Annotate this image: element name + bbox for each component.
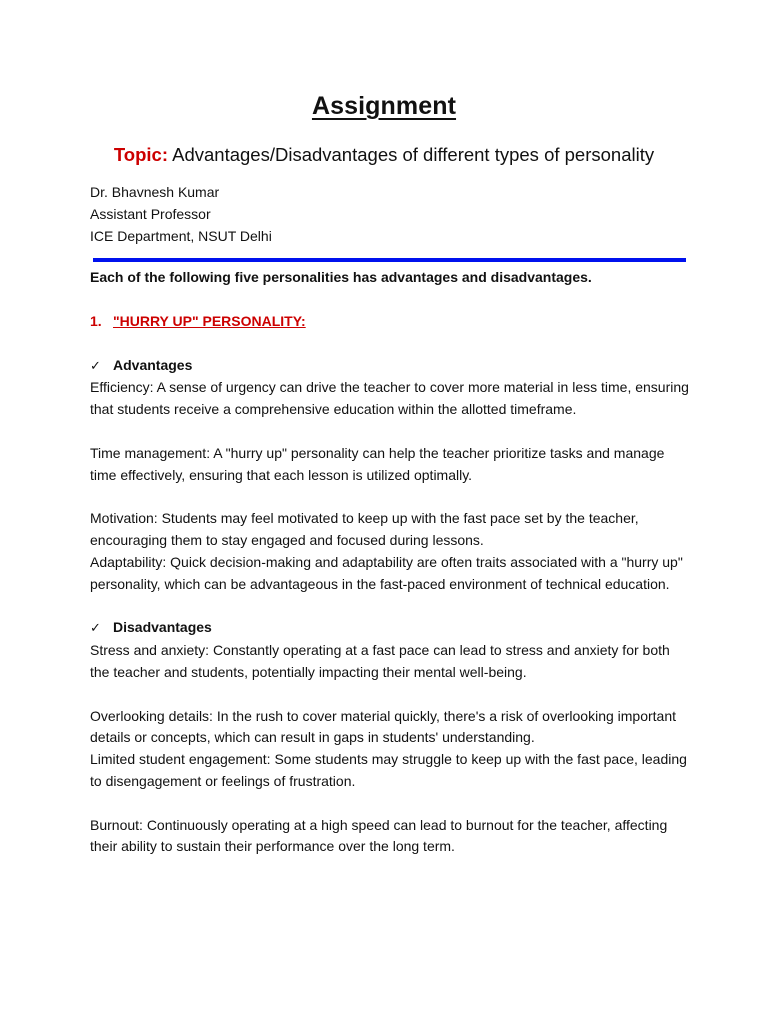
topic-line xyxy=(0,144,768,166)
author-department: ICE Department, NSUT Delhi xyxy=(90,228,272,244)
advantage-item-efficiency: Efficiency: A sense of urgency can drive the teacher to cover more material in less time, ensuring that students receive a comprehensive education within the allotted timeframe. xyxy=(90,379,689,418)
advantage-item-adaptability: Adaptability: Quick decision-making and adaptability are often traits associated with a "hurry up" personality, which can be advantageous in the fast-paced environment of technical education. xyxy=(90,553,683,592)
author-position: Assistant Professor xyxy=(90,206,211,222)
section-heading xyxy=(90,311,690,333)
advantages-label: Advantages xyxy=(113,356,193,373)
disadvantage-item-limited-engagement: Limited student engagement: Some students may struggle to keep up with the fast pace, leading to disengagement or feelings of frustration. xyxy=(90,751,687,789)
advantage-item-motivation: Motivation: Students may feel motivated to keep up with the fast pace set by the teacher, encouraging them to stay engaged and focused during lessons. xyxy=(90,510,639,548)
disadvantage-item-burnout: Burnout: Continuously operating at a high speed can lead to burnout for the teacher, affecting their ability to sustain their performance over the long term. xyxy=(90,816,668,855)
section-number: 1. xyxy=(90,312,102,329)
advantages-subheading xyxy=(90,355,690,378)
checkmark-icon: ✓ xyxy=(90,621,101,637)
author-name: Dr. Bhavnesh Kumar xyxy=(90,184,220,200)
advantage-item-time-management: Time management: A "hurry up" personality can help the teacher prioritize tasks and manage time effectively, ensuring that each lesson is utilized optimally. xyxy=(90,444,665,483)
disadvantages-label: Disadvantages xyxy=(113,619,212,636)
section-heading-text: "HURRY UP" PERSONALITY: xyxy=(113,312,306,329)
topic-text: Advantages/Disadvantages of different types of personality xyxy=(168,144,655,165)
divider-line xyxy=(93,258,686,262)
document-title: Assignment xyxy=(311,92,457,120)
disadvantage-item-overlooking-details: Overlooking details: In the rush to cover material quickly, there's a risk of overlooking important details or concepts, which can result in gaps in students' understanding. xyxy=(90,707,677,746)
intro-text: Each of the following five personalities has advantages and disadvantages. xyxy=(90,269,592,285)
document-body xyxy=(90,267,690,858)
disadvantages-subheading xyxy=(90,617,690,640)
disadvantage-item-stress: Stress and anxiety: Constantly operating at a fast pace can lead to stress and anxiety for both the teacher and students, potentially impacting their mental well-being. xyxy=(90,642,670,680)
checkmark-icon: ✓ xyxy=(90,358,101,374)
topic-label: Topic: xyxy=(113,144,168,165)
author-block xyxy=(90,181,272,247)
